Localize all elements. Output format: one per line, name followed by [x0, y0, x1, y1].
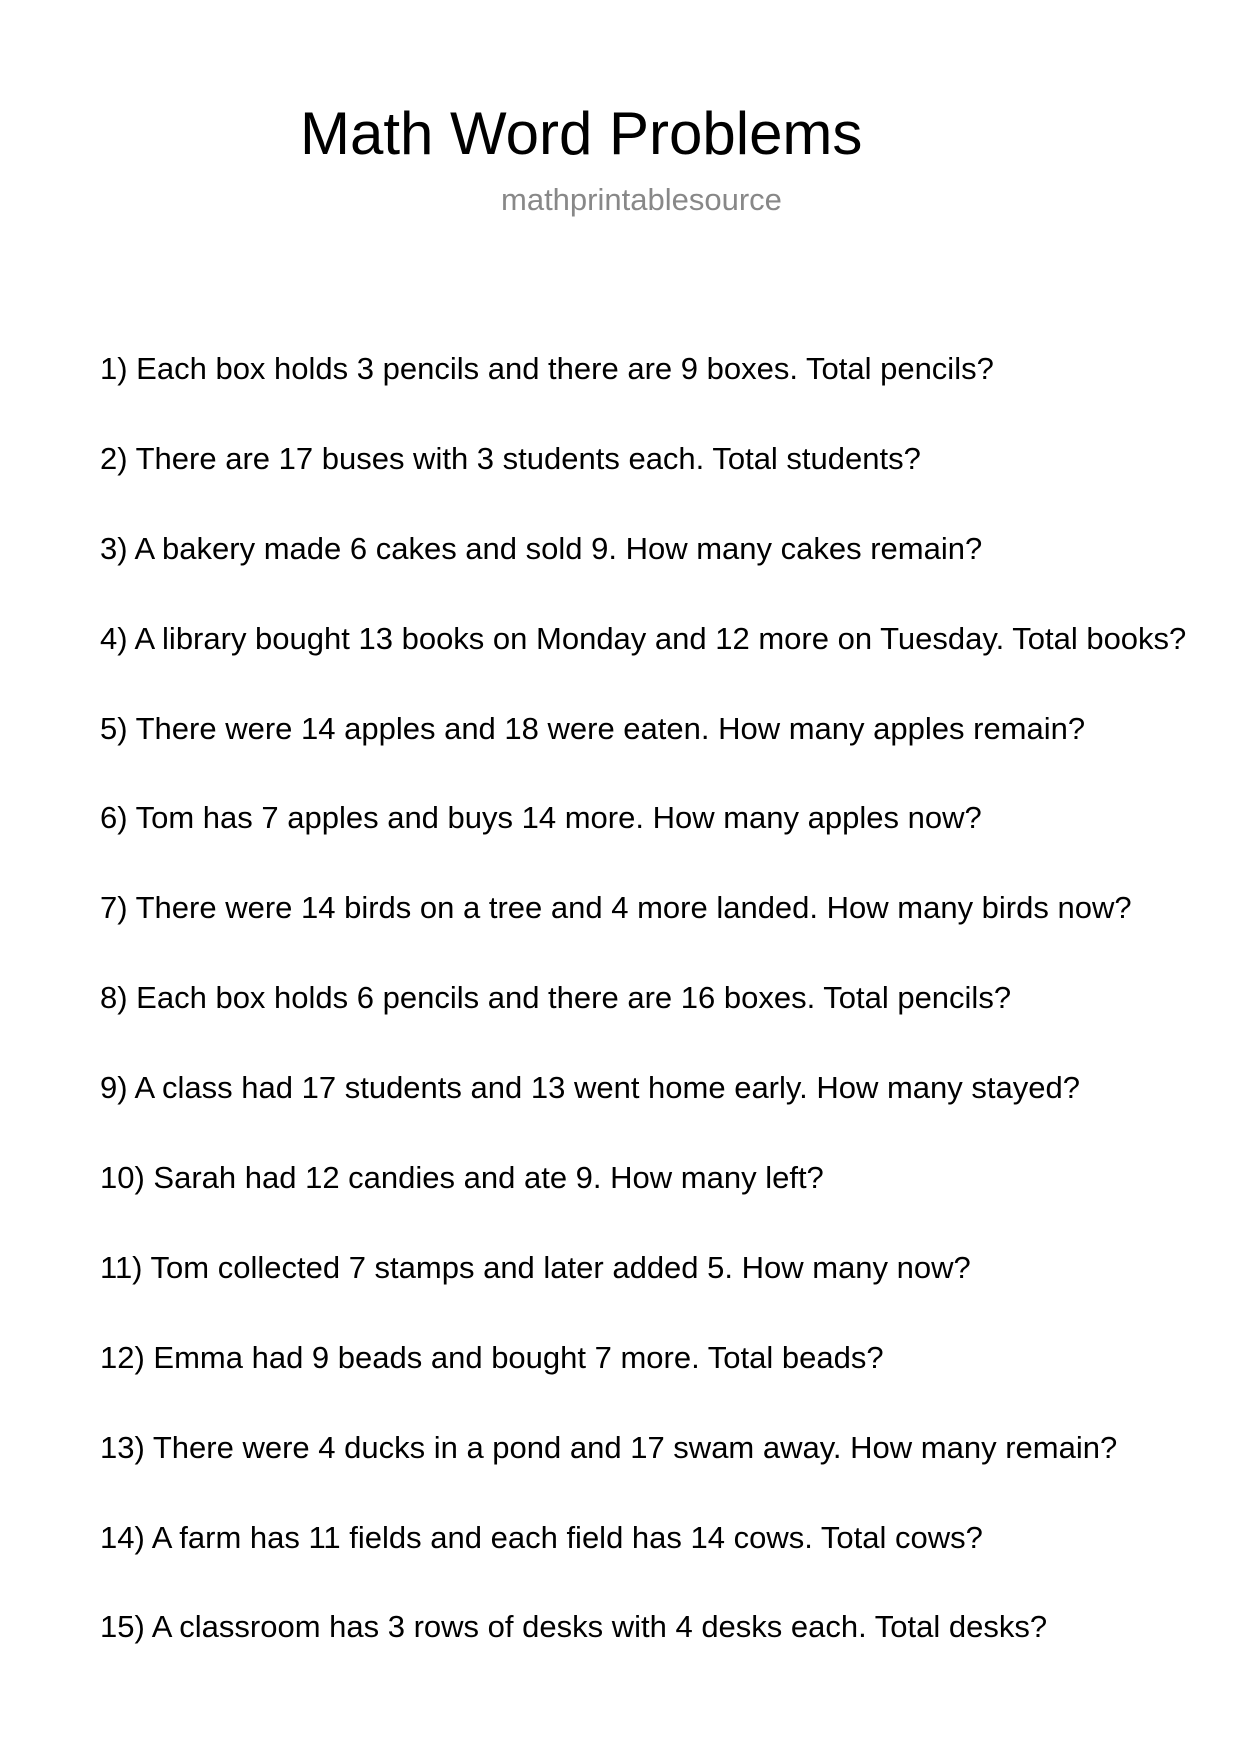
- problem-list: [100, 346, 1240, 1694]
- problem-item: 4) A library bought 13 books on Monday and 12 more on Tuesday. Total books?: [100, 620, 1187, 656]
- problem-item: 8) Each box holds 6 pencils and there are 16 boxes. Total pencils?: [100, 980, 1012, 1016]
- problem-item: 3) A bakery made 6 cakes and sold 9. How many cakes remain?: [100, 530, 983, 566]
- page-title: Math Word Problems: [300, 100, 863, 167]
- problem-item: 10) Sarah had 12 candies and ate 9. How many left?: [100, 1160, 824, 1196]
- problem-item: 5) There were 14 apples and 18 were eaten. How many apples remain?: [100, 710, 1086, 746]
- problem-item: 2) There are 17 buses with 3 students each. Total students?: [100, 440, 921, 476]
- problem-item: 12) Emma had 9 beads and bought 7 more. Total beads?: [100, 1339, 884, 1375]
- problem-item: 7) There were 14 birds on a tree and 4 more landed. How many birds now?: [100, 890, 1132, 926]
- problem-item: 11) Tom collected 7 stamps and later added 5. How many now?: [100, 1249, 971, 1285]
- problem-item: 15) A classroom has 3 rows of desks with 4 desks each. Total desks?: [100, 1609, 1048, 1645]
- problem-item: 14) A farm has 11 fields and each field has 14 cows. Total cows?: [100, 1519, 983, 1555]
- problem-item: 1) Each box holds 3 pencils and there are 9 boxes. Total pencils?: [100, 351, 994, 386]
- problem-item: 13) There were 4 ducks in a pond and 17 swam away. How many remain?: [100, 1429, 1118, 1465]
- source-subtitle: mathprintablesource: [501, 182, 782, 217]
- problem-item: 6) Tom has 7 apples and buys 14 more. How many apples now?: [100, 800, 982, 836]
- problem-item: 9) A class had 17 students and 13 went home early. How many stayed?: [100, 1070, 1080, 1106]
